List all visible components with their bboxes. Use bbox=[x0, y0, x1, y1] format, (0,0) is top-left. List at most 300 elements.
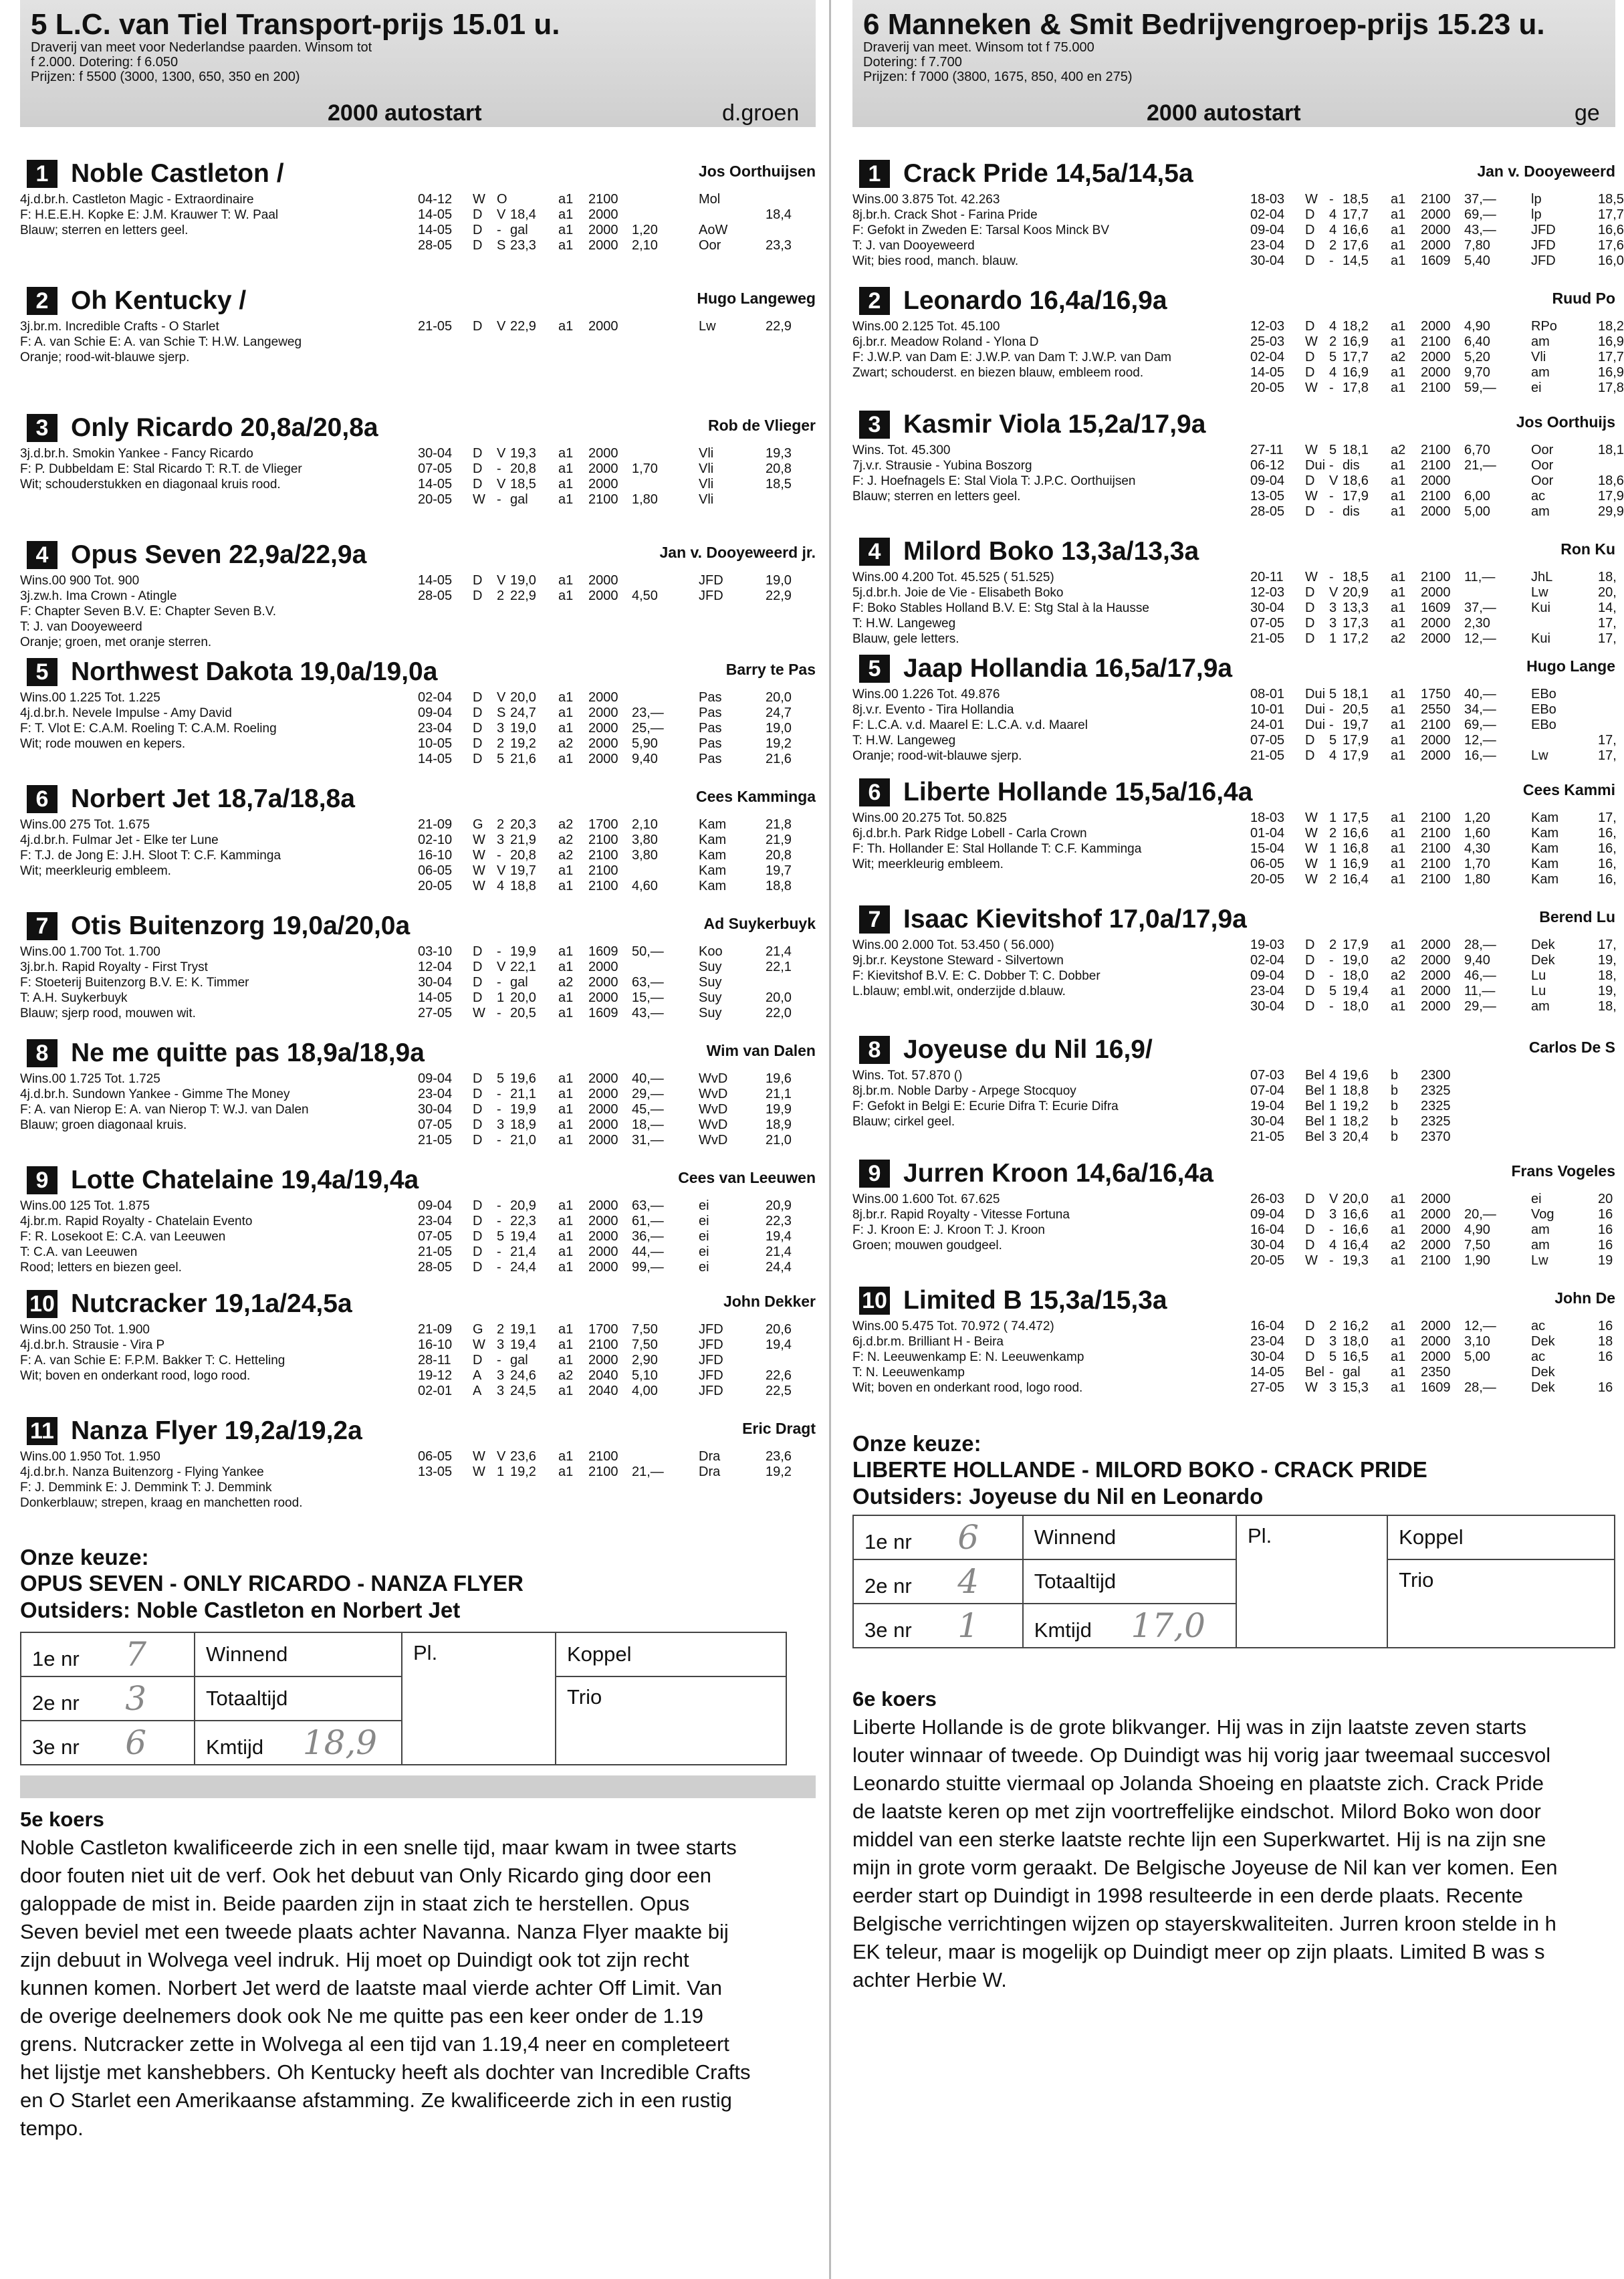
run-distance: 1750 bbox=[1421, 687, 1451, 701]
run-track: W bbox=[473, 848, 485, 863]
horse-info-line: F: P. Dubbeldam E: Stal Ricardo T: R.T. de Vlieger bbox=[20, 462, 302, 476]
run-distance: 2000 bbox=[1421, 748, 1451, 763]
horse-info-line: Wins.00 2.125 Tot. 45.100 bbox=[852, 320, 1000, 334]
run-odds: 9,40 bbox=[632, 752, 658, 766]
driver-name: Jan v. Dooyeweerd jr. bbox=[659, 544, 816, 561]
run-distance: 1609 bbox=[588, 1006, 618, 1020]
run-odds: 34,— bbox=[1464, 702, 1496, 717]
grid-cell-winnend[interactable]: Winnend bbox=[1023, 1515, 1236, 1559]
commentary-line: Noble Castleton kwalificeerde zich in een snelle tijd, maar kwam in twee starts bbox=[20, 1836, 737, 1859]
run-date: 14-05 bbox=[1250, 1365, 1285, 1380]
run-date: 18-03 bbox=[1250, 192, 1285, 207]
run-driver: ei bbox=[1531, 381, 1542, 395]
run-date: 06-05 bbox=[1250, 857, 1285, 871]
run-track: W bbox=[473, 879, 485, 893]
run-track: D bbox=[473, 1244, 483, 1259]
run-driver: Pas bbox=[699, 752, 722, 766]
run-odds: 3,80 bbox=[632, 833, 658, 847]
grid-cell-totaaltijd[interactable]: Totaaltijd bbox=[195, 1676, 402, 1721]
driver-name: Rob de Vlieger bbox=[707, 417, 816, 434]
run-start: a1 bbox=[1391, 687, 1406, 701]
horse-info-line: 7j.v.r. Strausie - Yubina Boszorg bbox=[852, 459, 1032, 473]
run-distance: 2100 bbox=[1421, 857, 1451, 871]
run-track: D bbox=[473, 207, 483, 222]
grid-cell-winnend[interactable]: Winnend bbox=[195, 1632, 402, 1676]
horse-name: Liberte Hollande 15,5a/16,4a bbox=[903, 778, 1253, 806]
run-place: 4 bbox=[1329, 365, 1337, 380]
run-place: 3 bbox=[1329, 1129, 1337, 1144]
run-odds: 4,90 bbox=[1464, 319, 1490, 334]
run-distance: 2000 bbox=[1421, 350, 1451, 364]
run-start: a1 bbox=[1391, 616, 1406, 631]
run-date: 28-05 bbox=[418, 588, 453, 603]
horse-info-line: 4j.d.br.h. Strausie - Vira P bbox=[20, 1338, 165, 1352]
commentary-line: mijn in grote vorm geraakt. De Belgische Joyeuse de Nil kan ver komen. Een bbox=[852, 1856, 1558, 1879]
run-date: 14-05 bbox=[418, 223, 453, 237]
run-place: 2 bbox=[1329, 826, 1337, 841]
run-odds: 16,— bbox=[1464, 748, 1496, 763]
run-odds: 2,10 bbox=[632, 817, 658, 832]
grid-cell-3e[interactable]: 3e nr 1 bbox=[853, 1604, 1023, 1648]
run-distance: 2000 bbox=[1421, 319, 1451, 334]
race-6-column bbox=[852, 0, 1624, 2279]
run-place: - bbox=[497, 975, 501, 990]
run-driver: Dra bbox=[699, 1464, 721, 1479]
run-driver: WvD bbox=[699, 1133, 728, 1148]
run-time: 18,0 bbox=[1343, 1334, 1369, 1349]
run-start: a1 bbox=[1391, 1207, 1406, 1222]
run-time: gal bbox=[510, 975, 528, 990]
run-distance: 2350 bbox=[1421, 1365, 1451, 1380]
run-track: D bbox=[473, 223, 483, 237]
run-distance: 2000 bbox=[588, 1198, 618, 1213]
run-distance: 2000 bbox=[588, 207, 618, 222]
grid-cell-2e[interactable]: 2e nr 4 bbox=[853, 1559, 1023, 1604]
run-place: V bbox=[497, 960, 506, 974]
horse-info-line: Wins.00 2.000 Tot. 53.450 ( 56.000) bbox=[852, 938, 1054, 952]
run-odds: 5,10 bbox=[632, 1368, 658, 1383]
run-date: 30-04 bbox=[1250, 1238, 1285, 1253]
run-date: 12-04 bbox=[418, 960, 453, 974]
run-date: 12-03 bbox=[1250, 319, 1285, 334]
horse-info-line: Oranje; rood-wit-blauwe sjerp. bbox=[852, 749, 1022, 763]
start-number-badge: 4 bbox=[859, 538, 890, 566]
run-time: 18,1 bbox=[1343, 443, 1369, 457]
run-driver: JFD bbox=[1531, 253, 1556, 268]
start-number-badge: 7 bbox=[27, 912, 57, 940]
run-date: 07-05 bbox=[1250, 733, 1285, 748]
horse-name: Otis Buitenzorg 19,0a/20,0a bbox=[71, 911, 411, 940]
run-track: D bbox=[473, 1353, 483, 1368]
commentary-line: Seven beviel met een tweede plaats achter Navanna. Nanza Flyer maakte bij bbox=[20, 1920, 729, 1943]
race-dotering: f 2.000. Dotering: f 6.050 bbox=[31, 55, 179, 70]
run-time: 19,6 bbox=[510, 1071, 536, 1086]
run-mile-time: 19,7 bbox=[766, 863, 792, 878]
horse-info-line: F: Th. Hollander E: Stal Hollande T: C.F. Kamminga bbox=[852, 842, 1142, 856]
run-driver: Suy bbox=[699, 975, 722, 990]
driver-name: Ron Ku bbox=[1560, 540, 1615, 558]
run-track: W bbox=[1305, 810, 1318, 825]
run-place: 2 bbox=[497, 1322, 505, 1337]
run-driver: am bbox=[1531, 999, 1550, 1014]
run-mile-time: 29,9 bbox=[1598, 504, 1624, 519]
horse-name: Joyeuse du Nil 16,9/ bbox=[903, 1035, 1153, 1064]
run-odds: 69,— bbox=[1464, 207, 1496, 222]
run-track: D bbox=[1305, 1349, 1315, 1364]
choice-pick: LIBERTE HOLLANDE - MILORD BOKO - CRACK PRIDE bbox=[852, 1457, 1427, 1482]
run-track: D bbox=[473, 446, 483, 461]
commentary-line: achter Herbie W. bbox=[852, 1968, 1007, 1991]
run-date: 10-01 bbox=[1250, 702, 1285, 717]
run-odds: 5,00 bbox=[1464, 1349, 1490, 1364]
run-track: G bbox=[473, 817, 483, 832]
grid-cell-totaaltijd[interactable]: Totaaltijd bbox=[1023, 1559, 1236, 1604]
horse-info-line: 8j.v.r. Evento - Tira Hollandia bbox=[852, 703, 1014, 717]
horse-info bbox=[20, 690, 421, 752]
run-date: 21-05 bbox=[1250, 1129, 1285, 1144]
run-date: 14-05 bbox=[418, 752, 453, 766]
run-start: a1 bbox=[1391, 702, 1406, 717]
horse-info-line: Zwart; schouderst. en biezen blauw, embleem rood. bbox=[852, 366, 1144, 380]
horse-info-line: F: T. Vlot E: C.A.M. Roeling T: C.A.M. Roeling bbox=[20, 722, 277, 736]
run-date: 27-05 bbox=[1250, 1380, 1285, 1395]
run-start: a1 bbox=[1391, 1253, 1406, 1268]
run-distance: 2100 bbox=[1421, 381, 1451, 395]
run-distance: 2000 bbox=[588, 706, 618, 720]
run-date: 30-04 bbox=[1250, 999, 1285, 1014]
horse-info-line: Wins.00 1.600 Tot. 67.625 bbox=[852, 1192, 1000, 1206]
run-place: 1 bbox=[1329, 1083, 1337, 1098]
race-title: 6 Manneken & Smit Bedrijvengroep-prijs 15.23 u. bbox=[863, 8, 1545, 41]
run-date: 09-04 bbox=[418, 706, 453, 720]
horse-info-line: F: H.E.E.H. Kopke E: J.M. Krauwer T: W. Paal bbox=[20, 208, 279, 222]
run-odds: 5,90 bbox=[632, 736, 658, 751]
run-start: a2 bbox=[1391, 968, 1406, 983]
run-time: 18,6 bbox=[1343, 473, 1369, 488]
run-odds: 4,60 bbox=[632, 879, 658, 893]
run-track: D bbox=[1305, 365, 1315, 380]
horse-info-line: 9j.br.r. Keystone Steward - Silvertown bbox=[852, 954, 1064, 968]
run-distance: 2325 bbox=[1421, 1099, 1451, 1113]
run-mile-time: 16 bbox=[1598, 1222, 1613, 1237]
run-track: W bbox=[473, 1337, 485, 1352]
run-place: 5 bbox=[1329, 687, 1337, 701]
run-time: 21,0 bbox=[510, 1133, 536, 1148]
run-time: gal bbox=[510, 223, 528, 237]
run-place: - bbox=[1329, 999, 1334, 1014]
grid-cell-1e[interactable]: 1e nr 6 bbox=[853, 1515, 1023, 1559]
handwritten-note: 1 bbox=[957, 1606, 979, 1645]
run-date: 07-05 bbox=[1250, 616, 1285, 631]
horse-info-line: Wins.00 250 Tot. 1.900 bbox=[20, 1323, 150, 1337]
horse-info-line: Wins.00 20.275 Tot. 50.825 bbox=[852, 811, 1007, 825]
run-distance: 2100 bbox=[1421, 826, 1451, 841]
run-start: a1 bbox=[558, 1229, 574, 1244]
run-driver: lp bbox=[1531, 192, 1542, 207]
run-start: a1 bbox=[558, 960, 574, 974]
horse-name: Nutcracker 19,1a/24,5a bbox=[71, 1289, 352, 1318]
run-place: 4 bbox=[1329, 319, 1337, 334]
run-start: a1 bbox=[1391, 223, 1406, 237]
run-place: 5 bbox=[1329, 443, 1337, 457]
horse-info-line: F: R. Losekoot E: C.A. van Leeuwen bbox=[20, 1230, 226, 1244]
run-track: D bbox=[473, 1102, 483, 1117]
run-driver: Dek bbox=[1531, 1365, 1555, 1380]
run-track: D bbox=[473, 990, 483, 1005]
run-driver: Pas bbox=[699, 706, 722, 720]
run-odds: 28,— bbox=[1464, 938, 1496, 952]
run-distance: 2000 bbox=[588, 573, 618, 588]
horse-entry bbox=[20, 909, 816, 1033]
run-track: W bbox=[1305, 570, 1318, 584]
horse-name: Norbert Jet 18,7a/18,8a bbox=[71, 784, 355, 813]
run-odds: 4,90 bbox=[1464, 1222, 1490, 1237]
run-time: 18,2 bbox=[1343, 319, 1369, 334]
run-start: a1 bbox=[558, 1260, 574, 1275]
run-distance: 2000 bbox=[1421, 473, 1451, 488]
run-time: 17,9 bbox=[1343, 938, 1369, 952]
run-date: 24-01 bbox=[1250, 718, 1285, 732]
horse-info bbox=[20, 944, 421, 1021]
run-odds: 15,— bbox=[632, 990, 664, 1005]
horse-info-line: Wins. Tot. 45.300 bbox=[852, 443, 951, 457]
run-time: 19,2 bbox=[510, 1464, 536, 1479]
run-start: a2 bbox=[558, 848, 574, 863]
run-start: b bbox=[1391, 1129, 1399, 1144]
run-driver: Suy bbox=[699, 960, 722, 974]
horse-info-line: F: Gefokt in Zweden E: Tarsal Koos Minck BV bbox=[852, 223, 1110, 237]
run-track: D bbox=[1305, 938, 1315, 952]
run-driver: Dek bbox=[1531, 938, 1555, 952]
run-distance: 2000 bbox=[1421, 1319, 1451, 1333]
run-distance: 2000 bbox=[588, 1117, 618, 1132]
horse-name: Isaac Kievitshof 17,0a/17,9a bbox=[903, 905, 1247, 934]
horse-info-line: 3j.d.br.h. Smokin Yankee - Fancy Ricardo bbox=[20, 447, 253, 461]
run-distance: 2100 bbox=[1421, 334, 1451, 349]
run-driver: Pas bbox=[699, 690, 722, 705]
run-start: a1 bbox=[558, 1449, 574, 1464]
horse-info-line: 4j.d.br.h. Nanza Buitenzorg - Flying Yankee bbox=[20, 1465, 264, 1479]
run-time: 20,5 bbox=[1343, 702, 1369, 717]
run-odds: 6,00 bbox=[1464, 489, 1490, 504]
run-track: D bbox=[473, 461, 483, 476]
run-place: - bbox=[1329, 570, 1334, 584]
horse-info-line: 6j.d.br.h. Park Ridge Lobell - Carla Crown bbox=[852, 827, 1087, 841]
run-mile-time: 17,7 bbox=[1598, 207, 1624, 222]
run-odds: 1,80 bbox=[632, 492, 658, 507]
run-date: 02-10 bbox=[418, 833, 453, 847]
run-odds: 12,— bbox=[1464, 631, 1496, 646]
horse-name: Lotte Chatelaine 19,4a/19,4a bbox=[71, 1166, 419, 1194]
start-number-badge: 10 bbox=[27, 1290, 57, 1318]
run-driver: Oor bbox=[1531, 443, 1554, 457]
grid-cell-kmtijd[interactable]: Kmtijd 18,9 bbox=[195, 1721, 402, 1765]
run-mile-time: 16 bbox=[1598, 1380, 1613, 1395]
run-time: 16,4 bbox=[1343, 872, 1369, 887]
run-odds: 99,— bbox=[632, 1260, 664, 1275]
run-time: 19,2 bbox=[510, 736, 536, 751]
run-place: 1 bbox=[497, 1464, 505, 1479]
run-distance: 2100 bbox=[588, 492, 618, 507]
run-track: Bel bbox=[1305, 1129, 1324, 1144]
run-driver: Suy bbox=[699, 1006, 722, 1020]
grid-cell-pl[interactable]: Pl. bbox=[402, 1632, 556, 1765]
run-track: D bbox=[473, 690, 483, 705]
run-date: 23-04 bbox=[418, 721, 453, 736]
run-mile-time: 22,1 bbox=[766, 960, 792, 974]
run-distance: 2000 bbox=[588, 1214, 618, 1228]
run-start: a1 bbox=[558, 721, 574, 736]
run-mile-time: 21,6 bbox=[766, 752, 792, 766]
horse-info bbox=[852, 1319, 1254, 1396]
run-distance: 2000 bbox=[588, 752, 618, 766]
start-number-badge: 1 bbox=[27, 160, 57, 188]
run-date: 14-05 bbox=[418, 477, 453, 492]
run-start: a1 bbox=[1391, 473, 1406, 488]
run-time: 18,0 bbox=[1343, 968, 1369, 983]
handwritten-note: 3 bbox=[125, 1679, 147, 1718]
run-mile-time: 16,0 bbox=[1598, 253, 1624, 268]
driver-name: Jos Oorthuijs bbox=[1516, 413, 1615, 431]
horse-entry bbox=[20, 782, 816, 906]
run-distance: 2100 bbox=[588, 863, 618, 878]
horse-entry bbox=[852, 535, 1615, 659]
run-track: D bbox=[473, 944, 483, 959]
run-track: Bel bbox=[1305, 1114, 1324, 1129]
run-mile-time: 14, bbox=[1598, 601, 1617, 615]
run-track: D bbox=[1305, 473, 1315, 488]
horse-info-line: Rood; letters en biezen geel. bbox=[20, 1261, 182, 1275]
run-mile-time: 18,9 bbox=[766, 1117, 792, 1132]
run-time: 21,6 bbox=[510, 752, 536, 766]
run-distance: 2100 bbox=[588, 833, 618, 847]
commentary-line: zijn debuut in Wolvega veel indruk. Hij moet op Duindigt ook tot zijn recht bbox=[20, 1948, 689, 1971]
run-start: a1 bbox=[1391, 1192, 1406, 1206]
grid-cell-2e[interactable]: 2e nr 3 bbox=[21, 1676, 195, 1721]
run-odds: 43,— bbox=[632, 1006, 664, 1020]
run-time: 17,8 bbox=[1343, 381, 1369, 395]
run-place: - bbox=[1329, 489, 1334, 504]
run-mile-time: 20 bbox=[1598, 1192, 1613, 1206]
run-distance: 2100 bbox=[1421, 443, 1451, 457]
run-time: 17,3 bbox=[1343, 616, 1369, 631]
grid-cell-koppel[interactable]: Koppel bbox=[556, 1632, 786, 1676]
run-track: D bbox=[473, 477, 483, 492]
run-place: - bbox=[1329, 1222, 1334, 1237]
horse-name: Northwest Dakota 19,0a/19,0a bbox=[71, 657, 438, 686]
run-time: 16,2 bbox=[1343, 1319, 1369, 1333]
run-driver: JhL bbox=[1531, 570, 1553, 584]
run-track: W bbox=[1305, 1253, 1318, 1268]
run-driver: EBo bbox=[1531, 702, 1556, 717]
commentary-line: door fouten niet uit de verf. Ook het debuut van Only Ricardo ging door een bbox=[20, 1864, 711, 1887]
run-time: 20,8 bbox=[510, 848, 536, 863]
run-distance: 2000 bbox=[1421, 223, 1451, 237]
run-place: V bbox=[1329, 1192, 1339, 1206]
run-date: 30-04 bbox=[1250, 601, 1285, 615]
run-date: 20-05 bbox=[1250, 1253, 1285, 1268]
run-date: 23-04 bbox=[1250, 238, 1285, 253]
horse-entry bbox=[20, 157, 816, 281]
run-place: - bbox=[497, 1133, 501, 1148]
horse-info-line: T: N. Leeuwenkamp bbox=[852, 1366, 965, 1380]
run-driver: Vli bbox=[699, 446, 714, 461]
run-distance: 2000 bbox=[588, 975, 618, 990]
run-track: Bel bbox=[1305, 1099, 1324, 1113]
run-start: b bbox=[1391, 1068, 1399, 1083]
run-track: W bbox=[1305, 857, 1318, 871]
run-place: 3 bbox=[497, 1337, 505, 1352]
run-time: 18,2 bbox=[1343, 1114, 1369, 1129]
horse-info-line: 3j.br.m. Incredible Crafts - O Starlet bbox=[20, 320, 219, 334]
run-track: D bbox=[473, 736, 483, 751]
commentary-line: en O Starlet een Amerikaanse afstamming. Ze kwalificeerde zich in een rustig bbox=[20, 2088, 732, 2112]
run-odds: 63,— bbox=[632, 975, 664, 990]
run-place: - bbox=[497, 1198, 501, 1213]
run-time: 20,0 bbox=[1343, 1192, 1369, 1206]
run-track: W bbox=[1305, 334, 1318, 349]
run-odds: 18,— bbox=[632, 1117, 664, 1132]
run-time: 20,5 bbox=[510, 1006, 536, 1020]
run-start: a1 bbox=[1391, 984, 1406, 998]
run-odds: 37,— bbox=[1464, 601, 1496, 615]
horse-info-line: F: J. Demmink E: J. Demmink T: J. Demmink bbox=[20, 1481, 272, 1495]
run-place: V bbox=[497, 477, 506, 492]
run-track: D bbox=[1305, 631, 1315, 646]
run-distance: 2000 bbox=[588, 990, 618, 1005]
run-place: 2 bbox=[497, 817, 505, 832]
run-start: a1 bbox=[558, 223, 574, 237]
run-time: 20,0 bbox=[510, 990, 536, 1005]
run-time: 15,3 bbox=[1343, 1380, 1369, 1395]
choice-title: Onze keuze: bbox=[852, 1431, 981, 1456]
run-time: 20,9 bbox=[510, 1198, 536, 1213]
grid-cell-trio[interactable]: Trio bbox=[556, 1676, 786, 1765]
run-time: 22,9 bbox=[510, 588, 536, 603]
run-track: D bbox=[1305, 1238, 1315, 1253]
grid-cell-1e[interactable]: 1e nr 7 bbox=[21, 1632, 195, 1676]
grid-cell-koppel[interactable]: Koppel bbox=[1387, 1515, 1615, 1559]
run-odds: 1,70 bbox=[1464, 857, 1490, 871]
run-place: 5 bbox=[497, 752, 505, 766]
run-mile-time: 19,4 bbox=[766, 1337, 792, 1352]
horse-entry bbox=[20, 1164, 816, 1287]
run-odds: 7,50 bbox=[1464, 1238, 1490, 1253]
horse-name: Noble Castleton / bbox=[71, 159, 284, 188]
run-track: W bbox=[473, 192, 485, 207]
run-track: D bbox=[473, 975, 483, 990]
run-mile-time: 18,8 bbox=[766, 879, 792, 893]
horse-info-line: 3j.zw.h. Ima Crown - Atingle bbox=[20, 589, 177, 603]
run-driver: Kui bbox=[1531, 631, 1550, 646]
run-distance: 2100 bbox=[1421, 872, 1451, 887]
grid-cell-kmtijd[interactable]: Kmtijd 17,0 bbox=[1023, 1604, 1236, 1648]
run-mile-time: 18,1 bbox=[1598, 443, 1624, 457]
run-track: W bbox=[1305, 381, 1318, 395]
run-odds: 7,50 bbox=[632, 1337, 658, 1352]
grid-cell-3e[interactable]: 3e nr 6 bbox=[21, 1721, 195, 1765]
horse-info-line: Blauw; sterren en letters geel. bbox=[20, 223, 189, 237]
run-mile-time: 16,9 bbox=[1598, 334, 1624, 349]
run-driver: WvD bbox=[699, 1102, 728, 1117]
run-mile-time: 20,0 bbox=[766, 690, 792, 705]
grid-cell-trio[interactable]: Trio bbox=[1387, 1559, 1615, 1648]
run-place: - bbox=[497, 461, 501, 476]
grid-cell-pl[interactable]: Pl. bbox=[1236, 1515, 1387, 1648]
run-driver: ac bbox=[1531, 1319, 1546, 1333]
run-start: a2 bbox=[1391, 350, 1406, 364]
run-time: 19,0 bbox=[510, 573, 536, 588]
